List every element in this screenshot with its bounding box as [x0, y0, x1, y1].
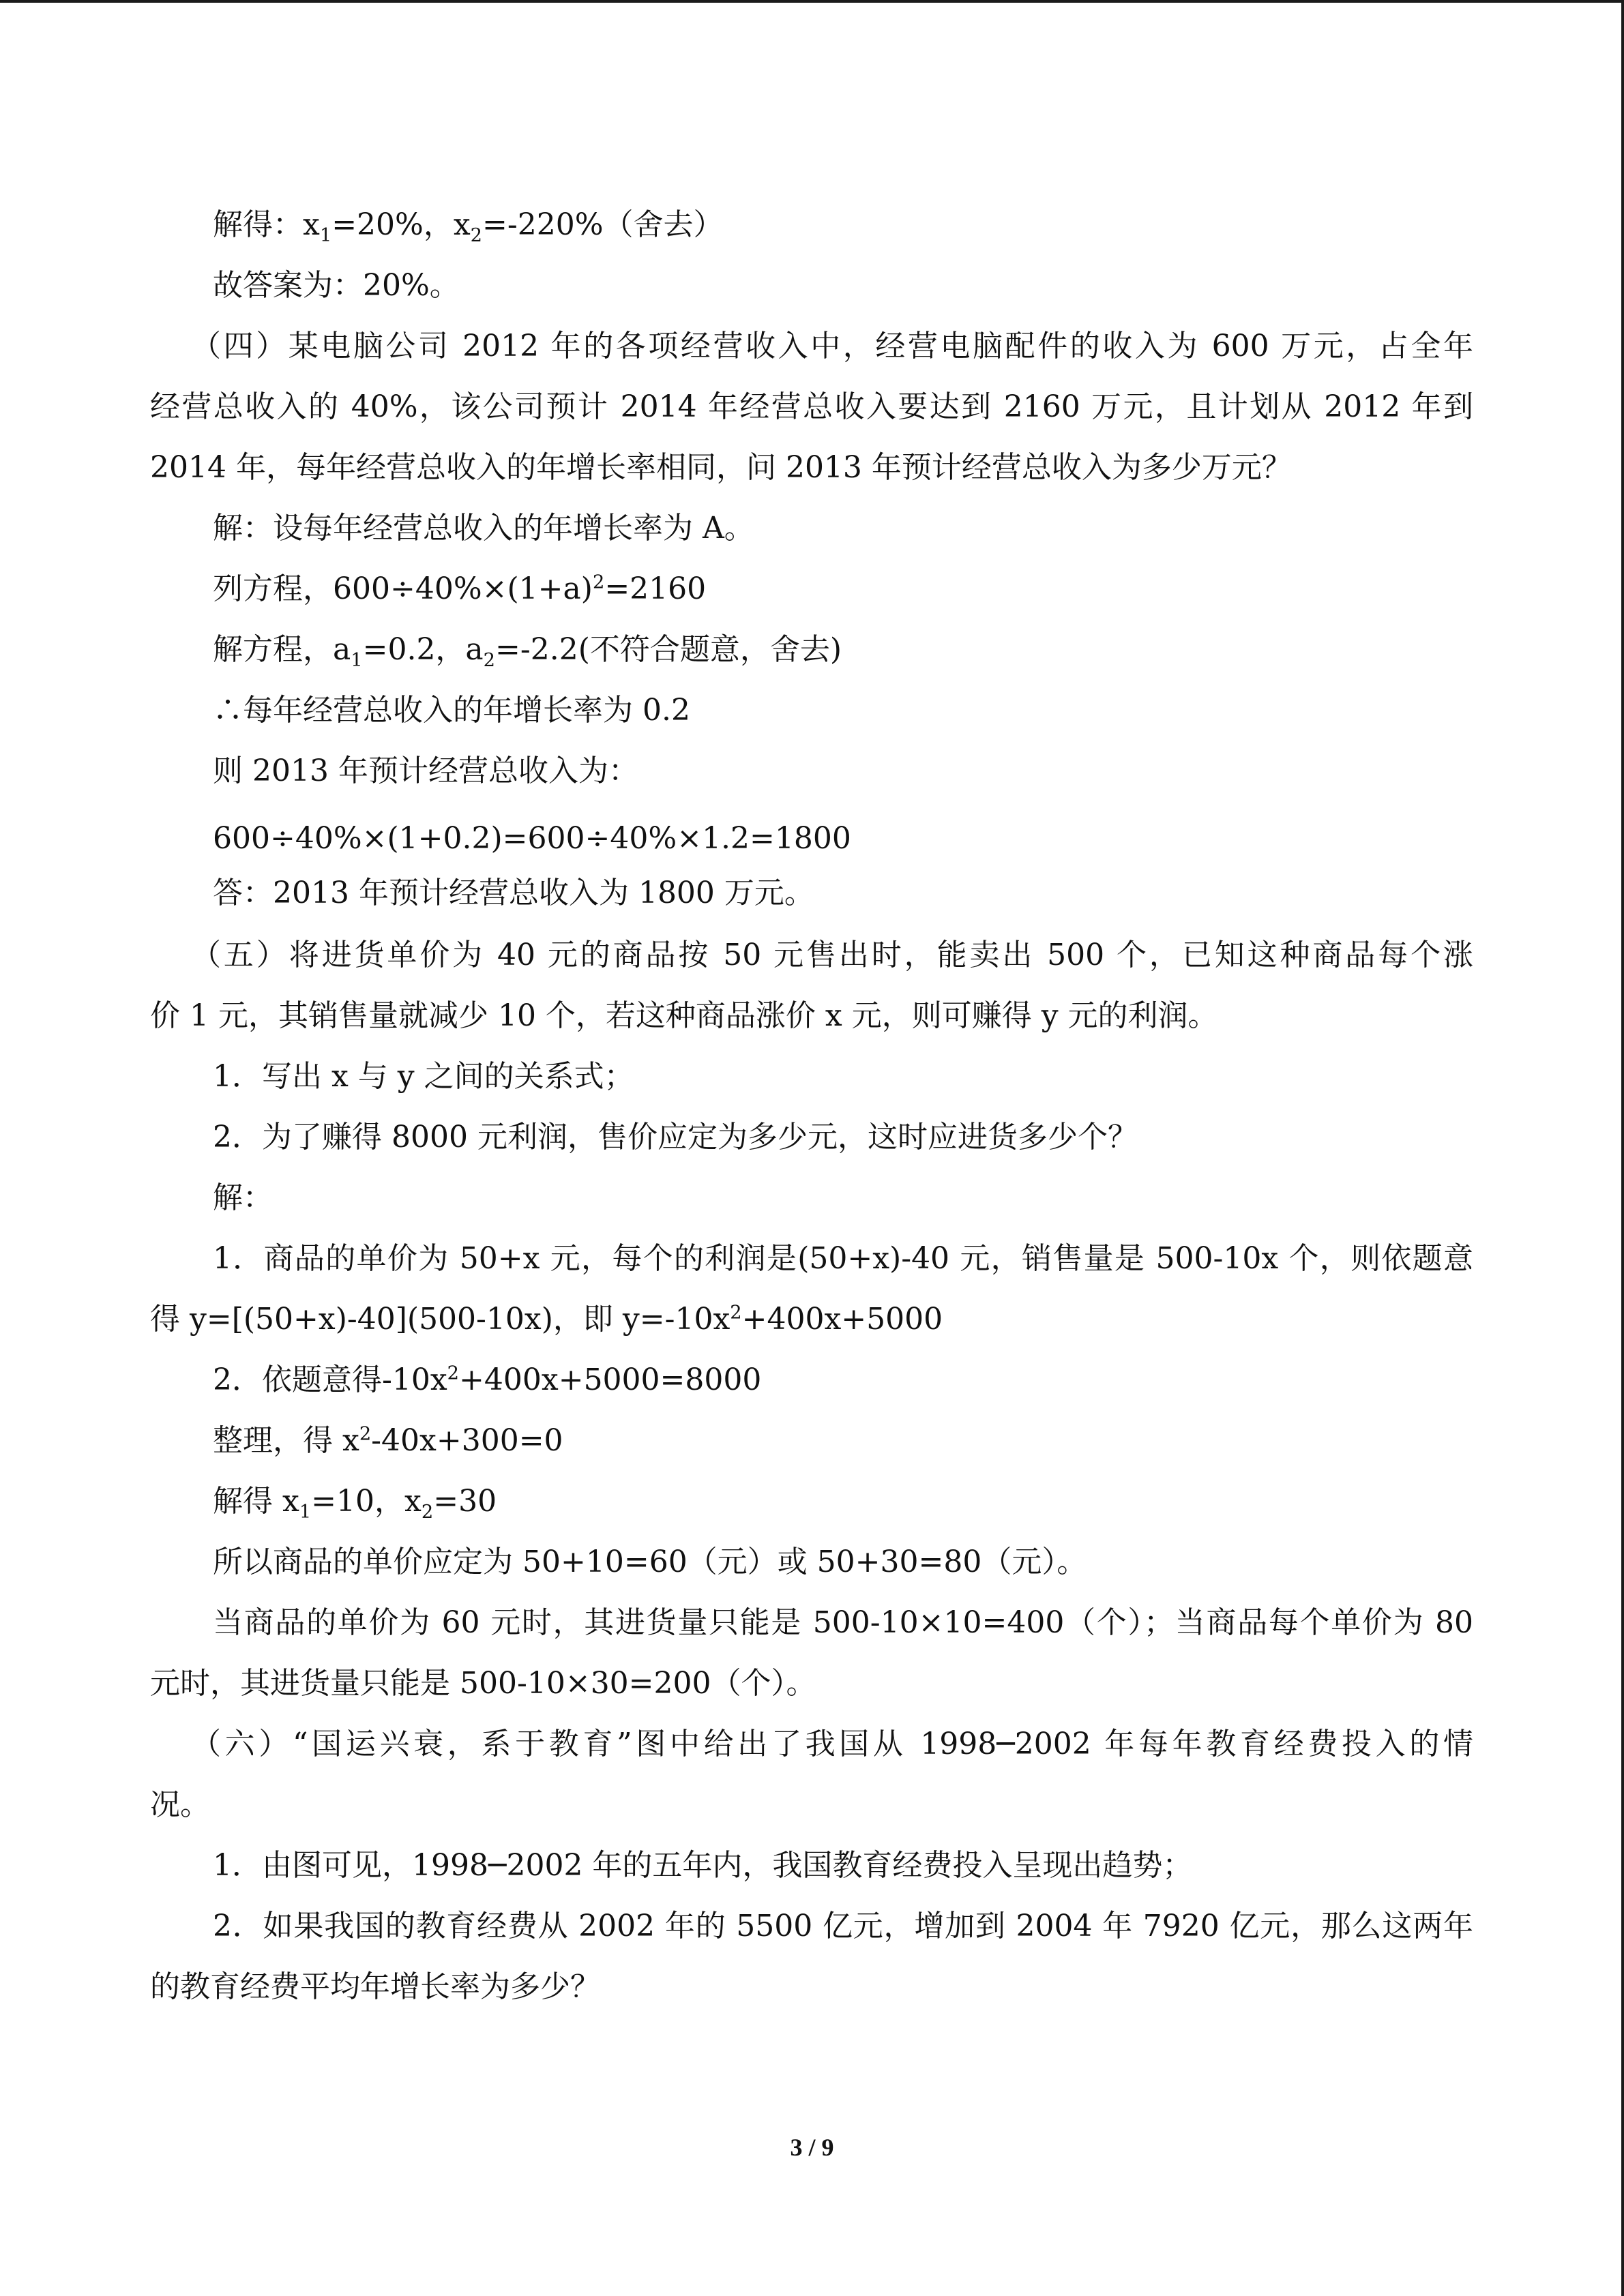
- text-line: （五）将进货单价为 40 元的商品按 50 元售出时，能卖出 500 个，已知这种商品每个涨: [191, 938, 1473, 972]
- superscript: 2: [730, 1302, 742, 1324]
- subscript: 1: [299, 1501, 312, 1523]
- right-border-line: [1621, 0, 1624, 2296]
- text-line: 2．为了赚得 8000 元利润，售价应定为多少元，这时应进货多少个？: [213, 1120, 1138, 1154]
- text-line: 整理，得 $x^2-40x+300=0$: [213, 1423, 563, 1458]
- text-line: 当商品的单价为 60 元时，其进货量只能是 500-10×10=400（个）；当商品每个单价为 80: [213, 1605, 1473, 1640]
- text-line: 1．由图可见，1998─2002 年的五年内，我国教育经费投入呈现出趋势；: [213, 1848, 1193, 1883]
- text-line: 所以商品的单价应定为 50+10=60（元）或 50+30=80（元）。: [213, 1545, 1087, 1579]
- subscript: 2: [421, 1501, 434, 1523]
- text-line: 元时，其进货量只能是 500-10×30=200（个）。: [150, 1666, 816, 1701]
- subscript: 2: [483, 649, 496, 671]
- text-line: 解方程，$a_1=0.2$，$a_2=-2.2$(不符合题意，舍去): [213, 632, 842, 671]
- text-line: 解得：$x_1=20\%$，$x_2=-220\%$（舍去）: [213, 207, 724, 246]
- text-line: 解：: [213, 1180, 273, 1215]
- text-line: 2．依题意得$-10x^2+400x+5000=8000$: [213, 1362, 762, 1397]
- text-line: 则 2013 年预计经营总收入为：: [213, 754, 638, 788]
- text-line: 解：设每年经营总收入的年增长率为 A。: [213, 511, 754, 546]
- text-line: 1．商品的单价为 50+x 元，每个的利润是(50+x)-40 元，销售量是 500-10x 个，则依题意: [213, 1241, 1473, 1276]
- superscript: 2: [447, 1362, 460, 1384]
- subscript: 1: [319, 224, 332, 246]
- text-line: 故答案为：20%。: [213, 268, 460, 303]
- text-line: 的教育经费平均年增长率为多少？: [150, 1969, 600, 2004]
- superscript: 2: [592, 571, 605, 593]
- text-line: ∴每年经营总收入的年增长率为 0.2: [213, 693, 690, 728]
- text-line: 列方程，$600\div 40\%\times(1+a)^2=2160$: [213, 571, 707, 606]
- text-line: （四）某电脑公司 2012 年的各项经营收入中，经营电脑配件的收入为 600 万元，占全年: [191, 329, 1473, 363]
- text-line: 2．如果我国的教育经费从 2002 年的 5500 亿元，增加到 2004 年 7920 亿元，那么这两年: [213, 1909, 1473, 1943]
- page-number: 3 / 9: [790, 2134, 834, 2161]
- text-line: 价 1 元，其销售量就减少 10 个，若这种商品涨价 x 元，则可赚得 y 元的利润。: [150, 998, 1218, 1033]
- text-line: 2014 年，每年经营总收入的年增长率相同，问 2013 年预计经营总收入为多少万元？: [150, 450, 1292, 485]
- superscript: 2: [359, 1423, 372, 1445]
- text-line: 经营总收入的 40%，该公司预计 2014 年经营总收入要达到 2160 万元，且计划从 2012 年到: [150, 389, 1473, 424]
- text-line: 解得 $x_1=10$，$x_2=30$: [213, 1484, 497, 1523]
- text-line: 600÷40%×(1+0.2)=600÷40%×1.2=1800: [213, 821, 851, 856]
- text-line: （六）“国运兴衰，系于教育”图中给出了我国从 1998─2002 年每年教育经费投入的情: [191, 1727, 1473, 1761]
- text-line: 况。: [150, 1787, 210, 1822]
- subscript: 1: [351, 649, 363, 671]
- top-border-line: [0, 0, 1624, 3]
- text-line: 得 y=[(50+x)-40](500-10x)，即 $y=-10x^2+400x+5000$: [150, 1302, 943, 1337]
- subscript: 2: [470, 224, 483, 246]
- text-line: 答：2013 年预计经营总收入为 1800 万元。: [213, 876, 814, 910]
- text-line: 1．写出 x 与 y 之间的关系式；: [213, 1059, 634, 1094]
